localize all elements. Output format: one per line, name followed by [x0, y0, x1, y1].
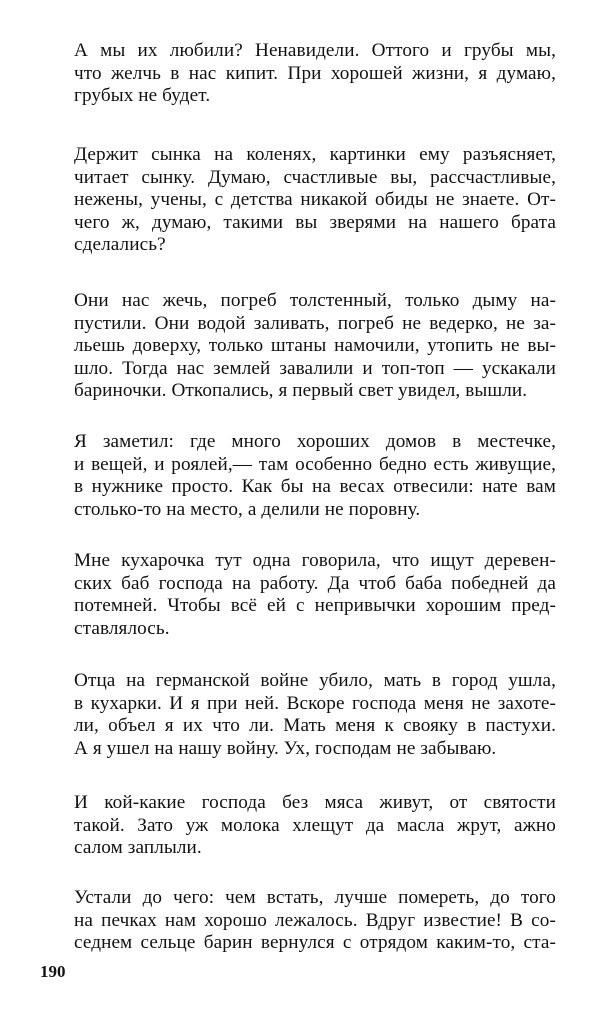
text-line: чего ж, думаю, такими вы зверями на нашего брата — [74, 211, 556, 233]
text-line: в нужнике просто. Как бы на весах отвесили: нате вам — [74, 476, 556, 497]
text-line: шло. Тогда нас землей завалили и топ-топ — ускакали — [74, 357, 556, 379]
text-line: А я ушел на нашу войну. Ух, господам не забываю. — [74, 737, 497, 759]
text-line: такой. Зато уж молока хлещут да масла жрут, ажно — [74, 814, 556, 836]
text-line: Они нас жечь, погреб толстенный, только дыму на- — [74, 290, 556, 311]
text-line: сделались? — [74, 234, 166, 255]
paragraph-2 — [74, 144, 556, 257]
text-line: бариночки. Откопались, я первый свет увидел, вышли. — [74, 380, 528, 401]
paragraph-5 — [74, 550, 556, 640]
text-line: читает сынку. Думаю, счастливые вы, рассчастливые, — [74, 166, 556, 188]
text-line: и вещей, и роялей,— там особенно бедно есть живущие, — [74, 453, 556, 475]
paragraph-4 — [74, 431, 556, 521]
text-line: ли, объел я их что ли. Мать меня к свояку в пастухи. — [74, 715, 556, 736]
text-line: пустили. Они водой заливать, погреб не ведерко, не за- — [74, 312, 556, 334]
paragraph-6 — [74, 670, 556, 760]
text-line: на печках нам хорошо лежалось. Вдруг известие! В со- — [74, 909, 556, 931]
text-line: столько-то на место, а делили не поровну. — [74, 498, 421, 520]
text-line: ставлялось. — [74, 617, 170, 639]
text-line: нежены, учены, с детства никакой обиды не знаете. От- — [74, 189, 556, 210]
text-line: Я заметил: где много хороших домов в местечке, — [74, 431, 556, 452]
text-line: Отца на германской войне убило, мать в город ушла, — [74, 670, 556, 691]
paragraph-8 — [74, 887, 556, 955]
text-line: что желчь в нас кипит. При хорошей жизни, я думаю, — [74, 62, 556, 84]
text-line: в кухарки. И я при ней. Вскоре господа меня не захоте- — [74, 692, 556, 714]
paragraph-1 — [74, 40, 556, 108]
text-line: салом заплыли. — [74, 837, 202, 858]
text-line: ских баб господа на работу. Да чтоб баба победней да — [74, 572, 556, 594]
text-line: грубых не будет. — [74, 85, 211, 106]
text-line: седнем сельце барин вернулся с отрядом каким-то, ста- — [74, 932, 556, 953]
text-line: потемней. Чтобы всё ей с непривычки хорошим пред- — [74, 595, 556, 616]
paragraph-3 — [74, 290, 556, 403]
text-line: Мне кухарочка тут одна говорила, что ищут деревен- — [74, 550, 556, 571]
text-line: Держит сынка на коленях, картинки ему разъясняет, — [74, 144, 556, 165]
text-line: И кой-какие господа без мяса живут, от святости — [74, 792, 556, 813]
text-line: Устали до чего: чем встать, лучше помереть, до того — [74, 887, 556, 908]
paragraph-7 — [74, 792, 556, 860]
page-number: 190 — [40, 962, 66, 981]
text-line: А мы их любили? Ненавидели. Оттого и грубы мы, — [74, 40, 556, 61]
text-line: льешь доверху, только штаны намочили, утопить не вы- — [74, 335, 556, 356]
